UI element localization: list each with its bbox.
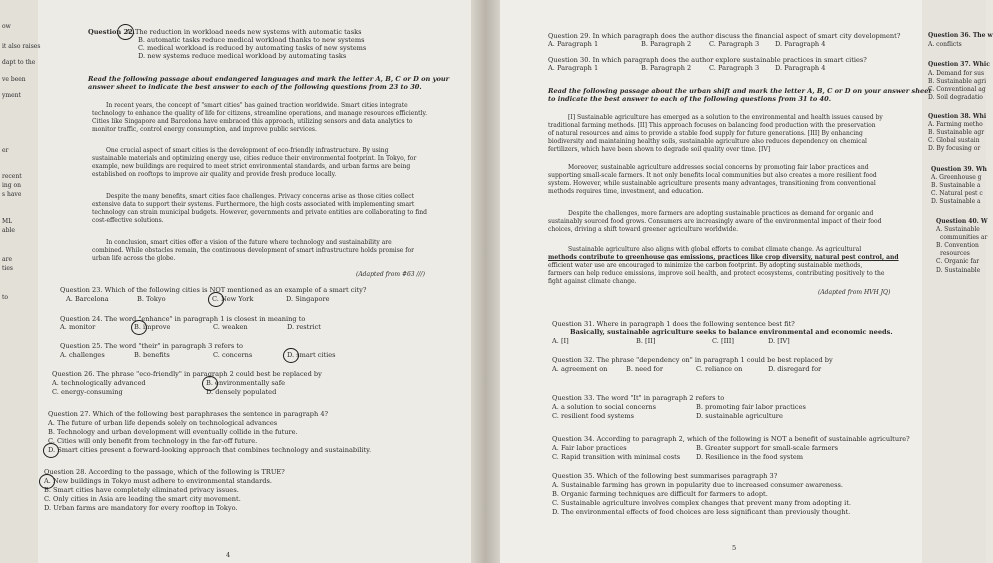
q30-option-c[interactable]: C. Paragraph 3 — [709, 64, 760, 72]
q25-option-d[interactable]: D. smart cities — [287, 351, 336, 359]
edge-fragment: resources — [940, 250, 970, 257]
answer-circle — [131, 320, 147, 335]
edge-fragment: C. Natural pest c — [931, 190, 983, 197]
q25-option-c[interactable]: C. concerns — [213, 351, 253, 359]
q24-option-d[interactable]: D. restrict — [287, 323, 321, 331]
q26-option-b[interactable]: B. environmentally safe — [206, 379, 286, 387]
q33-option-c[interactable]: C. resilient food systems — [552, 412, 635, 420]
q29-option-c[interactable]: C. Paragraph 3 — [709, 40, 760, 48]
passage-line: combined. While obstacles remain, the continuous development of smart infrastructure holds promise for — [92, 247, 414, 254]
passage-line: [I] Sustainable agriculture has emerged as a solution to the environmental and health issues caused by — [568, 114, 883, 121]
q32-option-a[interactable]: A. agreement on — [552, 365, 608, 373]
edge-fragment: D. Sustainable a — [931, 198, 981, 205]
passage-line: fertilizers, which have been shown to degrade soil quality over time. [IV] — [548, 146, 771, 153]
q30-option-a[interactable]: A. Paragraph 1 — [548, 64, 599, 72]
edge-fragment: ve been — [2, 76, 26, 83]
q33-option-a[interactable]: A. a solution to social concerns — [552, 403, 657, 411]
q22-option-a[interactable]: A. The reduction in workload needs new systems with automatic tasks — [126, 28, 362, 36]
q29-option-b[interactable]: B. Paragraph 2 — [641, 40, 692, 48]
q33-option-d[interactable]: D. sustainable agriculture — [696, 412, 783, 420]
q29-option-d[interactable]: D. Paragraph 4 — [775, 40, 826, 48]
q23-stem: Question 23. Which of the following cities is NOT mentioned as an example of a smart city? — [60, 286, 367, 294]
edge-fragment: C. Conventional ag — [928, 86, 986, 93]
q35-option-c[interactable]: C. Sustainable agriculture involves complex changes that prevent many from adopting it. — [552, 499, 851, 507]
q35-stem: Question 35. Which of the following best summarises paragraph 3? — [552, 472, 778, 480]
q34-option-d[interactable]: D. Resilience in the food system — [696, 453, 804, 461]
q30-option-d[interactable]: D. Paragraph 4 — [775, 64, 826, 72]
passage-line: supporting small-scale farmers. It not only benefits local communities but also creates a more resilient food — [548, 172, 877, 179]
passage-line: extensive data to support their systems. Furthermore, the high costs associated with implementing smart — [92, 201, 415, 208]
edge-fragment: Question 37. Whic — [928, 61, 990, 68]
passage-line: Sustainable agriculture also aligns with global efforts to combat climate change. As agricultural — [568, 246, 862, 253]
edge-fragment: A. Demand for sus — [928, 70, 985, 77]
edge-fragment: it also raises — [2, 43, 41, 50]
passage-line: system. However, while sustainable agriculture presents many advantages, transitioning from conventional — [548, 180, 876, 187]
q22-option-b[interactable]: B. automatic tasks reduce medical workload thanks to new systems — [138, 36, 365, 44]
passage-line: choices, driving a shift toward greener agriculture worldwide. — [548, 226, 739, 233]
answer-circle — [283, 348, 299, 363]
q31-option-c[interactable]: C. [III] — [712, 337, 734, 345]
passage-line: traditional farming methods. [II] This approach focuses on balancing food production with the preservation — [548, 122, 876, 129]
passage-line: Despite the challenges, more farmers are adopting sustainable practices as demand for organic and — [568, 210, 874, 217]
q27-option-a[interactable]: A. The future of urban life depends solely on technological advances — [48, 419, 278, 427]
edge-fragment: D. Soil degradatio — [928, 94, 983, 101]
q32-option-b[interactable]: B. need for — [626, 365, 663, 373]
passage-line: urban life across the globe. — [92, 255, 176, 262]
passage-line: fight against climate change. — [548, 278, 637, 285]
page-number: 4 — [226, 551, 231, 559]
q26-option-c[interactable]: C. energy-consuming — [52, 388, 123, 396]
answer-circle — [208, 292, 224, 307]
instruction-line: answer sheet to indicate the best answer to each of the following questions from 23 to 30. — [88, 83, 422, 91]
edge-fragment: B. Sustainable agri — [928, 78, 987, 85]
q31-option-d[interactable]: D. [IV] — [768, 337, 790, 345]
answer-circle — [202, 376, 218, 391]
edge-fragment: Question 40. W — [936, 218, 988, 225]
q23-option-c[interactable]: C. New York — [212, 295, 254, 303]
q25-option-b[interactable]: B. benefits — [134, 351, 170, 359]
edge-fragment: D. Sustainable — [936, 267, 981, 274]
q35-option-d[interactable]: D. The environmental effects of food choices are less significant than previously thought. — [552, 508, 851, 516]
q25-stem: Question 25. The word "their" in paragraph 3 refers to — [60, 342, 244, 350]
q30-stem: Question 30. In which paragraph does the author explore sustainable practices in smart cities? — [548, 56, 867, 64]
q31-stem: Question 31. Where in paragraph 1 does the following sentence best fit? — [552, 320, 795, 328]
book-gutter — [471, 0, 500, 563]
q27-option-d[interactable]: D. Smart cities present a forward-looking approach that combines technology and sustainability. — [48, 446, 372, 454]
q24-stem: Question 24. The word "enhance" in paragraph 1 is closest in meaning to — [60, 315, 306, 323]
passage-line: methods requires time, investment, and education. — [548, 188, 704, 195]
answer-circle — [43, 443, 59, 458]
edge-fragment: yment — [2, 92, 21, 99]
q35-option-a[interactable]: A. Sustainable farming has grown in popularity due to increased consumer awareness. — [552, 481, 843, 489]
passage-source: (Adapted from HVH JQ) — [818, 289, 891, 296]
page-number: 5 — [732, 544, 737, 552]
passage-line: technology to enhance the quality of life for citizens, streamline operations, and manage resources efficiently. — [92, 110, 427, 117]
edge-fragment: Question 39. Wh — [931, 166, 987, 173]
q32-stem: Question 32. The phrase "dependency on" in paragraph 1 could be best replaced by — [552, 356, 833, 364]
passage-line: cost-effective solutions. — [92, 217, 164, 224]
edge-fragment: B. Convention — [936, 242, 979, 249]
left-page-edge — [0, 0, 41, 563]
edge-fragment: to — [2, 294, 9, 301]
edge-fragment: Question 36. The w — [928, 32, 993, 39]
passage-line: example, new buildings are required to meet strict environmental standards, and urban farms are being — [92, 163, 411, 170]
q28-option-a[interactable]: A. New buildings in Tokyo must adhere to environmental standards. — [44, 477, 272, 485]
instruction-line: Read the following passage about endangered languages and mark the letter A, B, C or D on your — [88, 75, 450, 83]
edge-fragment: ties — [2, 265, 13, 272]
q30-option-b[interactable]: B. Paragraph 2 — [641, 64, 692, 72]
edge-fragment: dapt to the — [2, 59, 36, 66]
edge-fragment: Question 38. Whi — [928, 113, 987, 120]
q24-option-a[interactable]: A. monitor — [60, 323, 96, 331]
passage-line: In conclusion, smart cities offer a vision of the future where technology and sustainability are — [106, 239, 392, 246]
passage-line: efficient water use are encouraged to minimize the carbon footprint. By adopting sustainable methods, — [548, 262, 863, 269]
passage-line: Moreover, sustainable agriculture addresses social concerns by promoting fair labor practices and — [568, 164, 869, 171]
passage-line: sustainably sourced food grows. Consumers are increasingly aware of the environmental impact of their food — [548, 218, 882, 225]
q34-option-b[interactable]: B. Greater support for small-scale farmers — [696, 444, 839, 452]
edge-fragment: ML — [2, 218, 13, 225]
q27-stem: Question 27. Which of the following best paraphrases the sentence in paragraph 4? — [48, 410, 329, 418]
q29-stem: Question 29. In which paragraph does the author discuss the financial aspect of smart city development? — [548, 32, 901, 40]
q23-option-b[interactable]: B. Tokyo — [137, 295, 166, 303]
passage-source: (Adapted from #63 ///) — [356, 271, 425, 278]
q22-label: Question 22. — [88, 28, 135, 36]
edge-fragment: C. Global sustain — [928, 137, 980, 144]
q28-stem: Question 28. According to the passage, which of the following is TRUE? — [44, 468, 285, 476]
q34-option-c[interactable]: C. Rapid transition with minimal costs — [552, 453, 681, 461]
passage-line: monitor traffic, control energy consumption, and improve public services. — [92, 126, 317, 133]
edge-fragment: A. Greenhouse g — [931, 174, 982, 181]
passage-line: Cities like Singapore and Barcelona have embraced this approach, utilizing sensors and data analytics to — [92, 118, 413, 125]
edge-fragment: are — [2, 256, 12, 263]
q34-stem: Question 34. According to paragraph 2, which of the following is NOT a benefit of sustainable agriculture? — [552, 435, 910, 443]
edge-fragment: B. Sustainable a — [931, 182, 981, 189]
edge-fragment: er — [2, 147, 9, 154]
q33-stem: Question 33. The word "It" in paragraph 2 refers to — [552, 394, 725, 402]
q27-option-b[interactable]: B. Technology and urban development will eventually collide in the future. — [48, 428, 298, 436]
q25-option-a[interactable]: A. challenges — [60, 351, 105, 359]
edge-fragment: A. Sustainable — [936, 226, 980, 233]
passage-line: Despite the many benefits, smart cities face challenges. Privacy concerns arise as those cities collect — [106, 193, 415, 200]
passage-line: farmers can help reduce emissions, improve soil health, and protect ecosystems, contributing positively to the — [548, 270, 885, 277]
q24-option-c[interactable]: C. weaken — [213, 323, 248, 331]
passage-line: established on rooftops to improve air quality and provide fresh produce locally. — [92, 171, 337, 178]
q28-option-d[interactable]: D. Urban farms are mandatory for every rooftop in Tokyo. — [44, 504, 238, 512]
q26-option-a[interactable]: A. technologically advanced — [52, 379, 146, 387]
q26-option-d[interactable]: D. densely populated — [206, 388, 277, 396]
edge-fragment: communities ar — [940, 234, 988, 241]
edge-fragment: D. By focusing or — [928, 145, 981, 152]
q22-option-d[interactable]: D. new systems reduce medical workload by automating tasks — [138, 52, 347, 60]
edge-fragment: ing on — [2, 182, 22, 189]
edge-fragment: B. Sustainable agr — [928, 129, 985, 136]
edge-fragment: recent — [2, 173, 22, 180]
answer-circle — [117, 24, 134, 40]
q27-option-c[interactable]: C. Cities will only benefit from technology in the far-off future. — [48, 437, 258, 445]
edge-fragment: A. Farming metho — [928, 121, 983, 128]
edge-fragment: s have — [2, 191, 22, 198]
passage-line: of natural resources and aims to provide a stable food supply for future generations. [III] By enhancing — [548, 130, 863, 137]
q26-stem: Question 26. The phrase "eco-friendly" in paragraph 2 could best be replaced by — [52, 370, 322, 378]
passage-line: methods contribute to greenhouse gas emissions, practices like crop diversity, natural pest control, and — [548, 254, 899, 261]
q31-quote: Basically, sustainable agriculture seeks to balance environmental and economic needs. — [570, 328, 893, 336]
q22-option-c[interactable]: C. medical workload is reduced by automating tasks of new systems — [138, 44, 367, 52]
edge-fragment: able — [2, 227, 15, 234]
edge-fragment: A. conflicts — [928, 41, 962, 48]
passage-line: One crucial aspect of smart cities is the development of eco-friendly infrastructure. By using — [106, 147, 389, 154]
q34-option-a[interactable]: A. Fair labor practices — [552, 444, 627, 452]
edge-fragment: ow — [2, 23, 11, 30]
q23-option-d[interactable]: D. Singapore — [286, 295, 330, 303]
q23-option-a[interactable]: A. Barcelona — [66, 295, 109, 303]
passage-line: sustainable materials and optimizing energy use, cities reduce their environmental footprint. In Tokyo, for — [92, 155, 417, 162]
passage-line: biodiversity and maintaining healthy soils, sustainable agriculture also reduces dependency on chemical — [548, 138, 867, 145]
q32-option-c[interactable]: C. reliance on — [696, 365, 743, 373]
q31-option-a[interactable]: A. [I] — [552, 337, 569, 345]
q32-option-d[interactable]: D. disregard for — [768, 365, 822, 373]
q28-option-b[interactable]: B. Smart cities have completely eliminated privacy issues. — [44, 486, 239, 494]
q31-option-b[interactable]: B. [II] — [636, 337, 656, 345]
instruction-line: to indicate the best answer to each of the following questions from 31 to 40. — [548, 95, 832, 103]
q33-option-b[interactable]: B. promoting fair labor practices — [696, 403, 806, 411]
passage-line: technology can strain municipal budgets. However, governments and private entities are collaborating to find — [92, 209, 427, 216]
edge-fragment: C. Organic far — [936, 258, 980, 265]
q24-option-b[interactable]: B. improve — [134, 323, 171, 331]
answer-circle — [39, 474, 55, 489]
q35-option-b[interactable]: B. Organic farming techniques are difficult for farmers to adopt. — [552, 490, 768, 498]
q29-option-a[interactable]: A. Paragraph 1 — [548, 40, 599, 48]
q28-option-c[interactable]: C. Only cities in Asia are leading the smart city movement. — [44, 495, 241, 503]
passage-line: In recent years, the concept of "smart cities" has gained traction worldwide. Smart cities integrate — [106, 102, 408, 109]
instruction-line: Read the following passage about the urban shift and mark the letter A, B, C or D on your answer sheet — [548, 87, 932, 95]
